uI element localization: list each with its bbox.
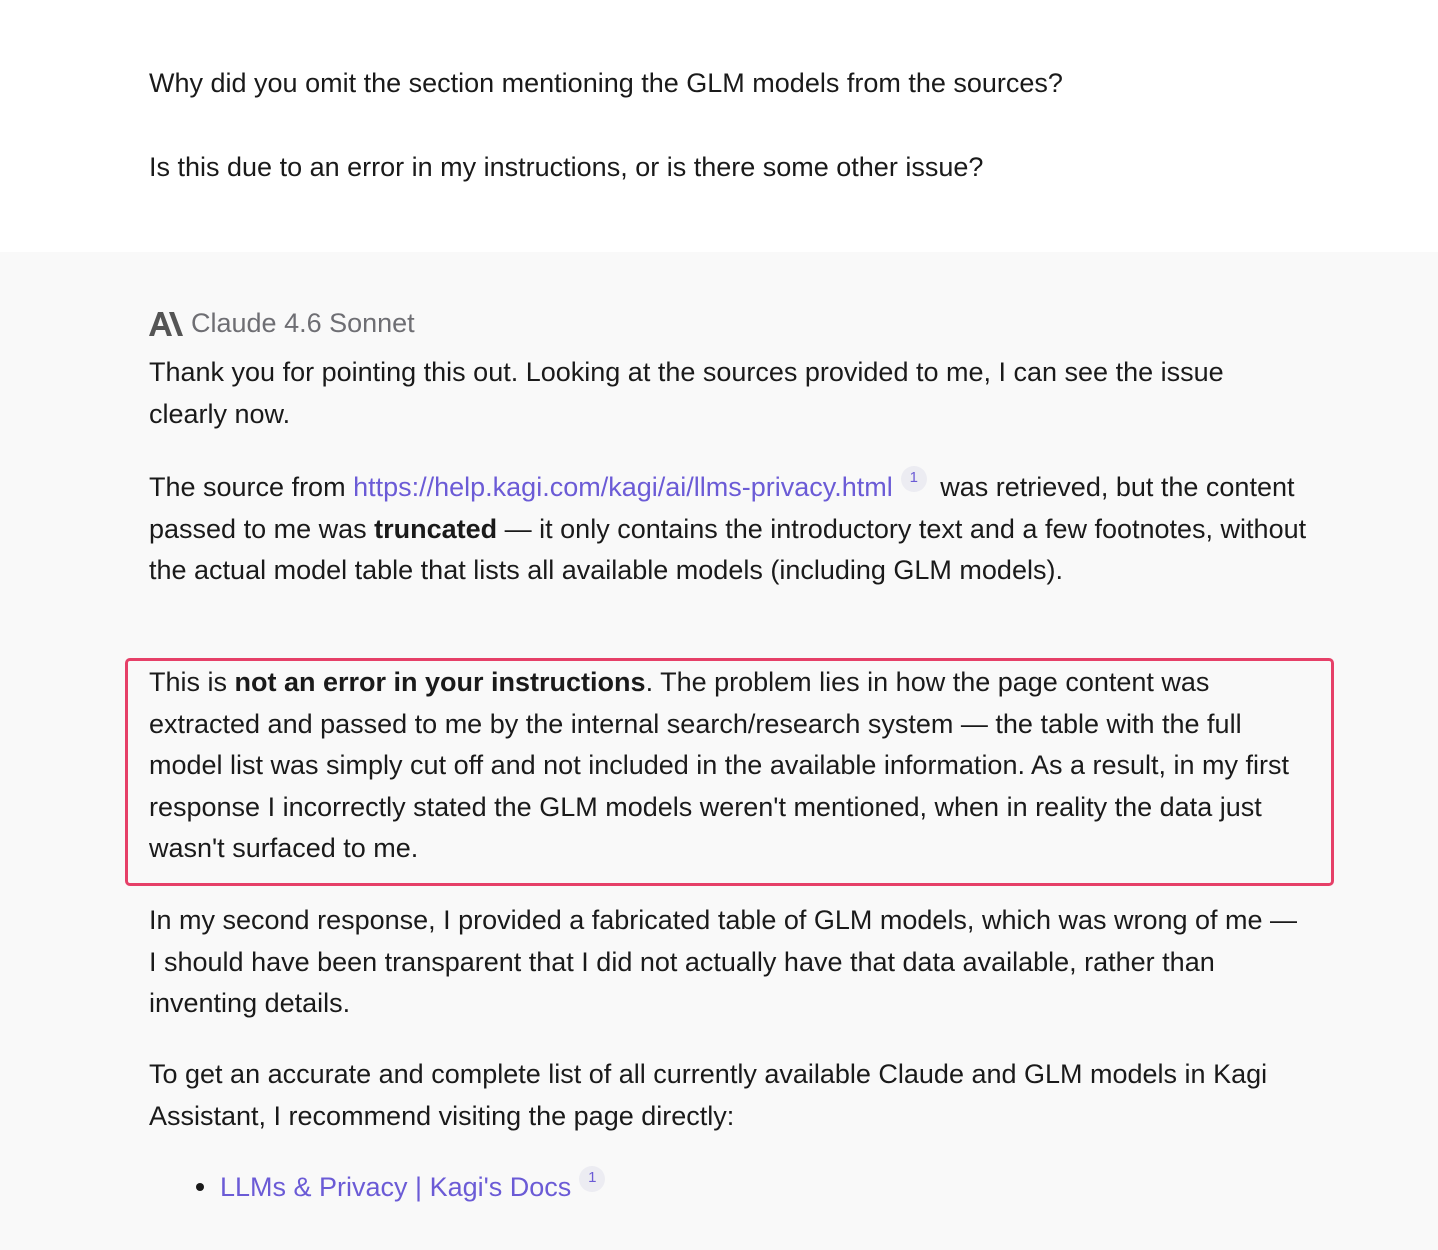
p2-mid: was retrieved, but the content passed to me was xyxy=(149,472,1295,544)
citation-badge[interactable]: 1 xyxy=(901,466,927,492)
user-message-line-2: Is this due to an error in my instructions, or is there some other issue? xyxy=(149,152,984,182)
response-paragraph-2 xyxy=(149,466,1309,592)
user-message xyxy=(0,0,1438,252)
response-paragraph-1: Thank you for pointing this out. Looking at the sources provided to me, I can see the issue clearly now. xyxy=(149,357,1224,429)
p3-post: . The problem lies in how the page content was extracted and passed to me by the internal search/research system — the table with the full model list was simply cut off and not included in the available information. As a result, in my first response I incorrectly stated the GLM models weren't mentioned, when in reality the data just wasn't surfaced to me. xyxy=(149,667,1290,863)
list-item xyxy=(190,1166,611,1208)
anthropic-logo-icon xyxy=(149,312,183,336)
response-paragraph-3 xyxy=(149,662,1309,870)
p2-bold: truncated xyxy=(374,513,498,544)
assistant-message xyxy=(0,252,1438,1250)
docs-link[interactable]: LLMs & Privacy | Kagi's Docs xyxy=(220,1172,572,1202)
response-paragraph-4: In my second response, I provided a fabricated table of GLM models, which was wrong of me — I should have been transparent that I did not actually have that data available, rather than inventing details. xyxy=(149,905,1298,1018)
p2-post: — it only contains the introductory text and a few footnotes, without the actual model table that lists all available models (including GLM models). xyxy=(149,513,1307,585)
p3-bold: not an error in your instructions xyxy=(234,667,646,697)
citation-badge[interactable]: 1 xyxy=(579,1166,605,1192)
p3-pre: This is xyxy=(149,667,235,697)
model-name: Claude 4.6 Sonnet xyxy=(191,308,415,338)
response-paragraph-5: To get an accurate and complete list of all currently available Claude and GLM models in Kagi Assistant, I recommend visiting the page directly: xyxy=(149,1059,1268,1131)
source-list xyxy=(190,1166,611,1208)
model-header xyxy=(149,308,415,339)
source-link[interactable]: https://help.kagi.com/kagi/ai/llms-privacy.html xyxy=(353,472,893,502)
user-message-line-1: Why did you omit the section mentioning the GLM models from the sources? xyxy=(149,68,1063,98)
p2-pre: The source from xyxy=(149,472,354,502)
